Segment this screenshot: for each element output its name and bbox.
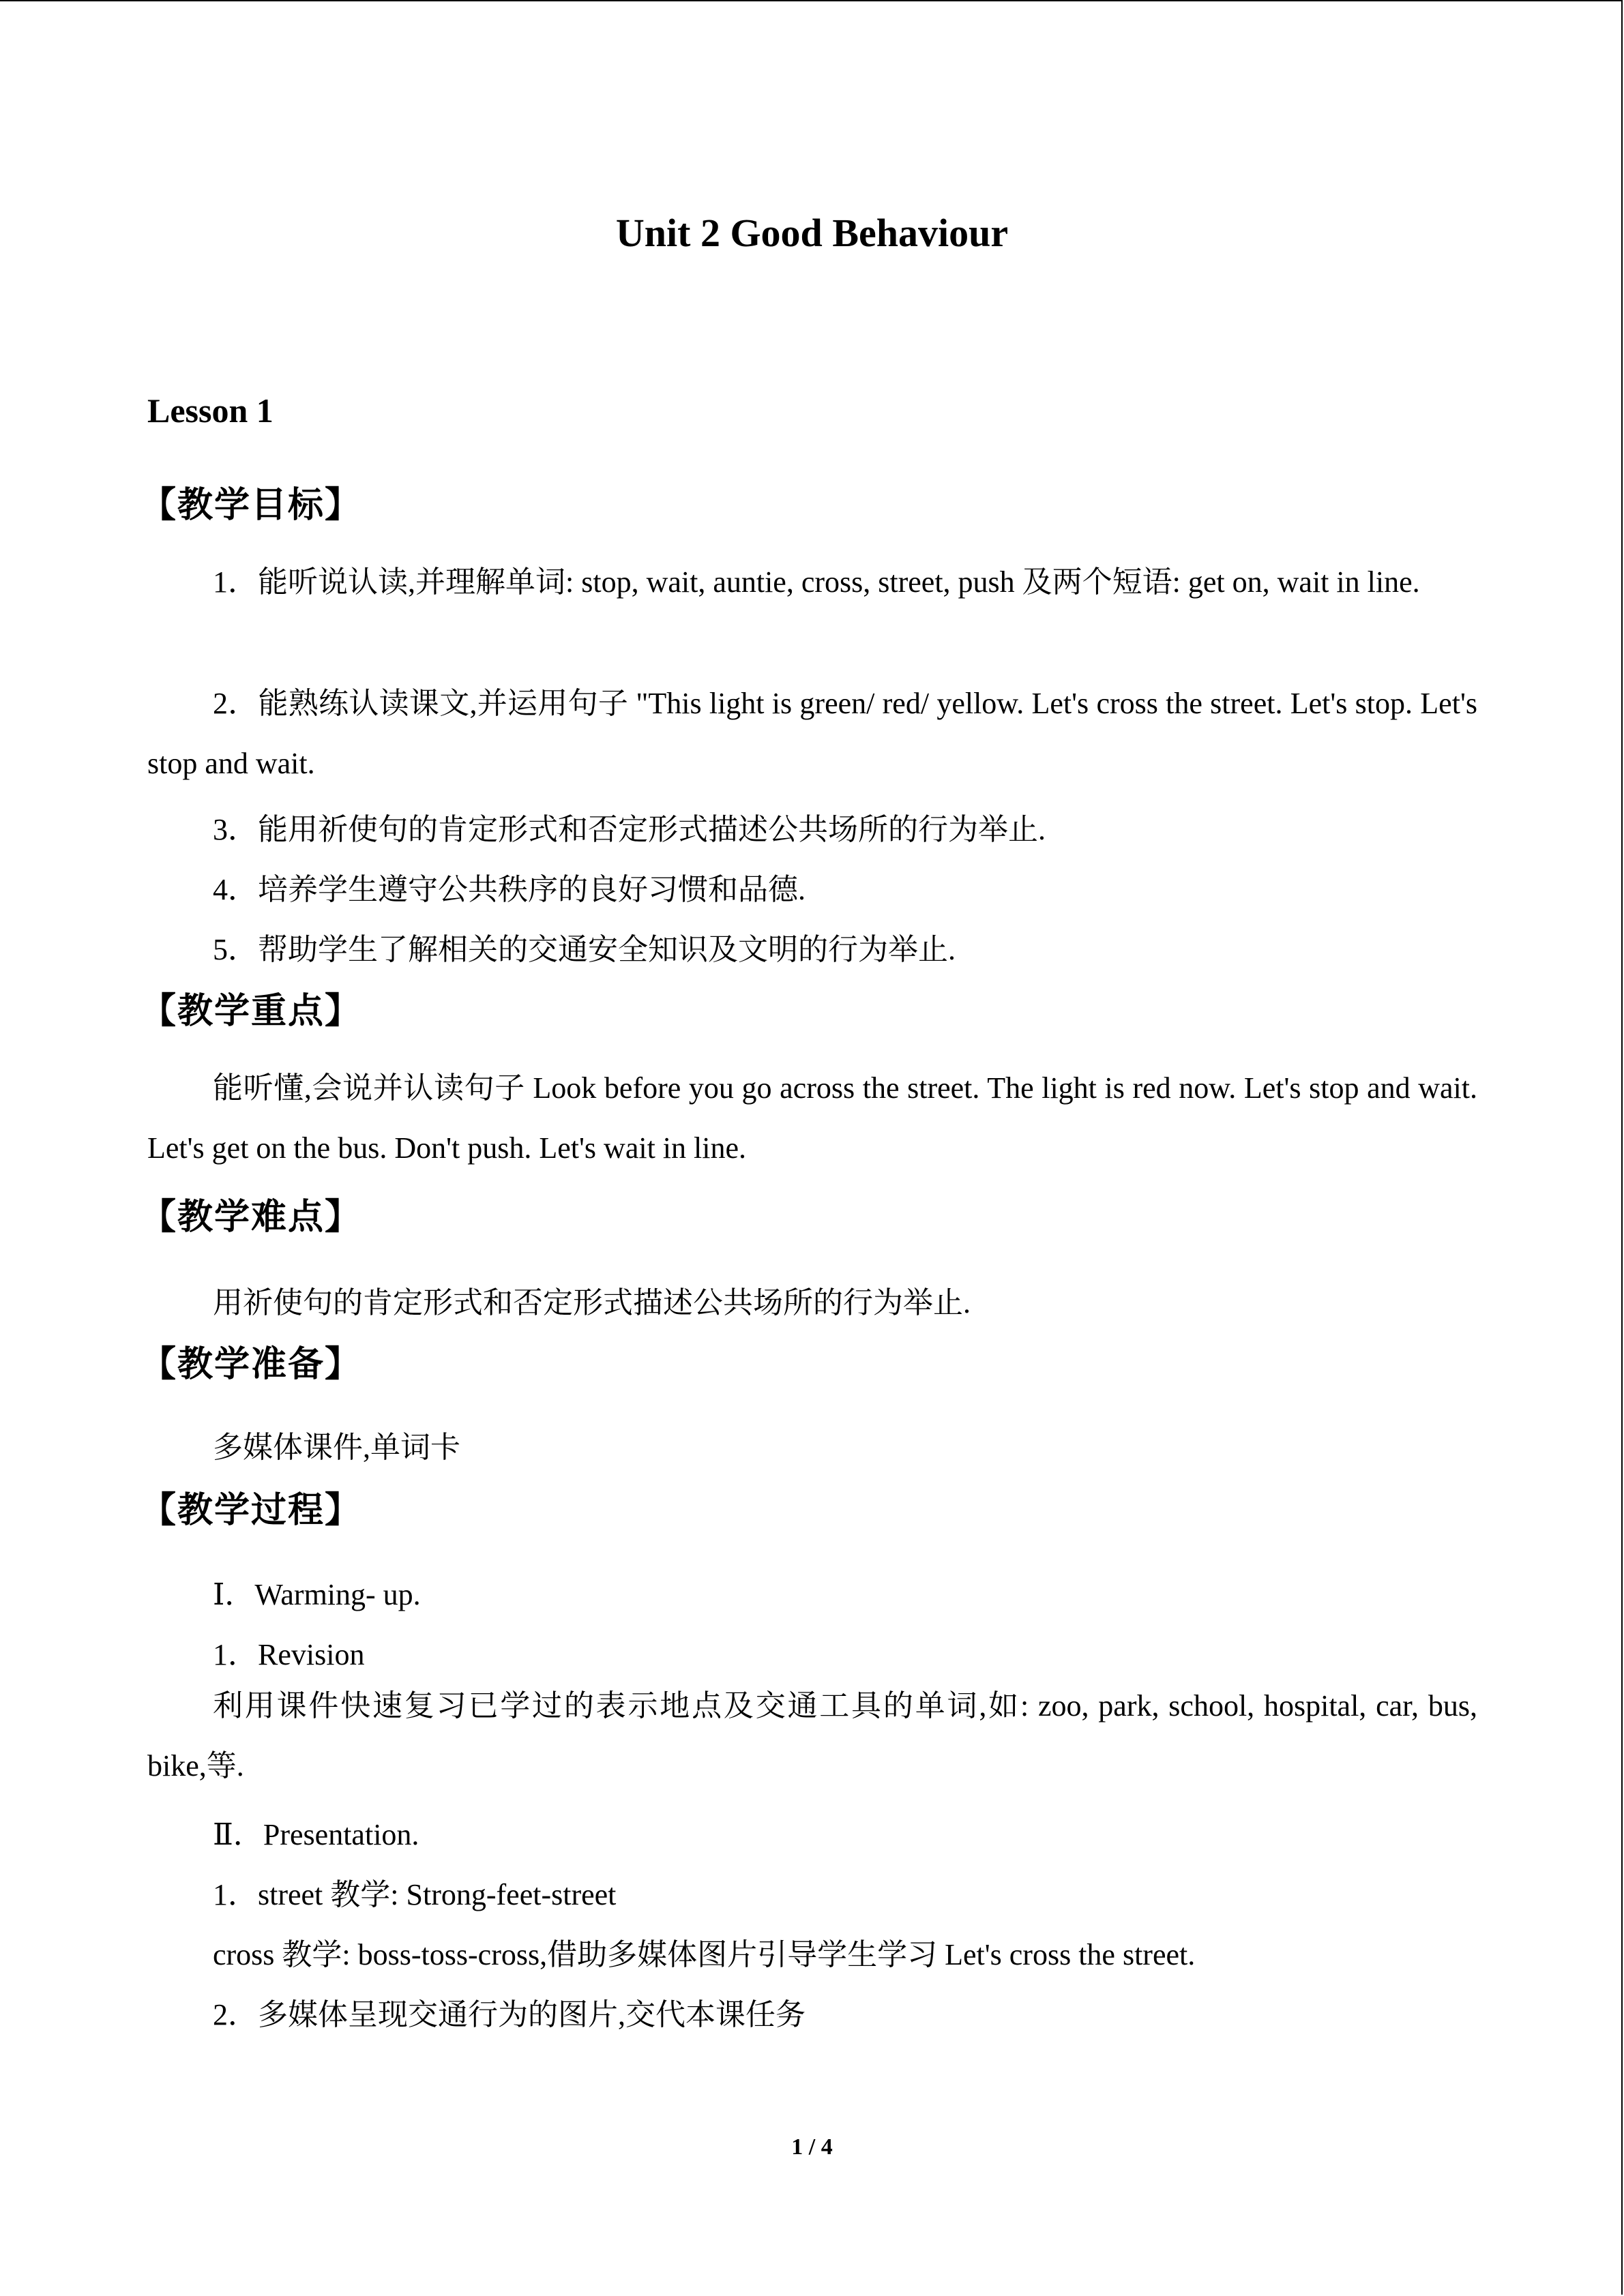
heading-process: 【教学过程】 bbox=[141, 1490, 362, 1531]
objective-3: 3．能用祈使句的肯定形式和否定形式描述公共场所的行为举止. bbox=[213, 813, 1046, 846]
lesson-heading: Lesson 1 bbox=[147, 391, 274, 430]
process-step-2-media: 2．多媒体呈现交通行为的图片,交代本课任务 bbox=[213, 1998, 806, 2031]
heading-key-points: 【教学重点】 bbox=[141, 991, 362, 1032]
process-step-2-street: 1．street 教学: Strong-feet-street bbox=[213, 1878, 617, 1911]
process-step-2-cross: cross 教学: boss-toss-cross,借助多媒体图片引导学生学习 Let's cross the street. bbox=[213, 1938, 1196, 1971]
objective-2: 2．能熟练认读课文,并运用句子 "This light is green/ red/ yellow. Let's cross the street. Let's stop. Let's stop and wait. bbox=[147, 687, 1477, 780]
process-step-1: Ⅰ．Warming- up. bbox=[213, 1578, 421, 1611]
heading-preparation: 【教学准备】 bbox=[141, 1344, 362, 1385]
preparation-text: 多媒体课件,单词卡 bbox=[213, 1431, 460, 1464]
process-step-1-revision: 1．Revision bbox=[213, 1638, 365, 1671]
key-points-text: 能听懂,会说并认读句子 Look before you go across the street. The light is red now. Let's stop and wait. Let's get on the bus. Don't push. Let's wait in line. bbox=[147, 1071, 1477, 1165]
document-title: Unit 2 Good Behaviour bbox=[615, 211, 1009, 255]
objective-5: 5．帮助学生了解相关的交通安全知识及文明的行为举止. bbox=[213, 933, 956, 966]
objective-1: 1．能听说认读,并理解单词: stop, wait, auntie, cross, street, push 及两个短语: get on, wait in line. bbox=[213, 565, 1420, 599]
process-step-2: Ⅱ．Presentation. bbox=[213, 1818, 419, 1851]
difficulties-text: 用祈使句的肯定形式和否定形式描述公共场所的行为举止. bbox=[213, 1286, 971, 1320]
heading-objectives: 【教学目标】 bbox=[141, 485, 362, 526]
page-number: 1 / 4 bbox=[791, 2134, 833, 2160]
objective-4: 4．培养学生遵守公共秩序的良好习惯和品德. bbox=[213, 873, 806, 906]
process-step-1-text: 利用课件快速复习已学过的表示地点及交通工具的单词,如: zoo, park, school, hospital, car, bus, bike,等. bbox=[147, 1689, 1477, 1783]
heading-difficulties: 【教学难点】 bbox=[141, 1197, 362, 1238]
